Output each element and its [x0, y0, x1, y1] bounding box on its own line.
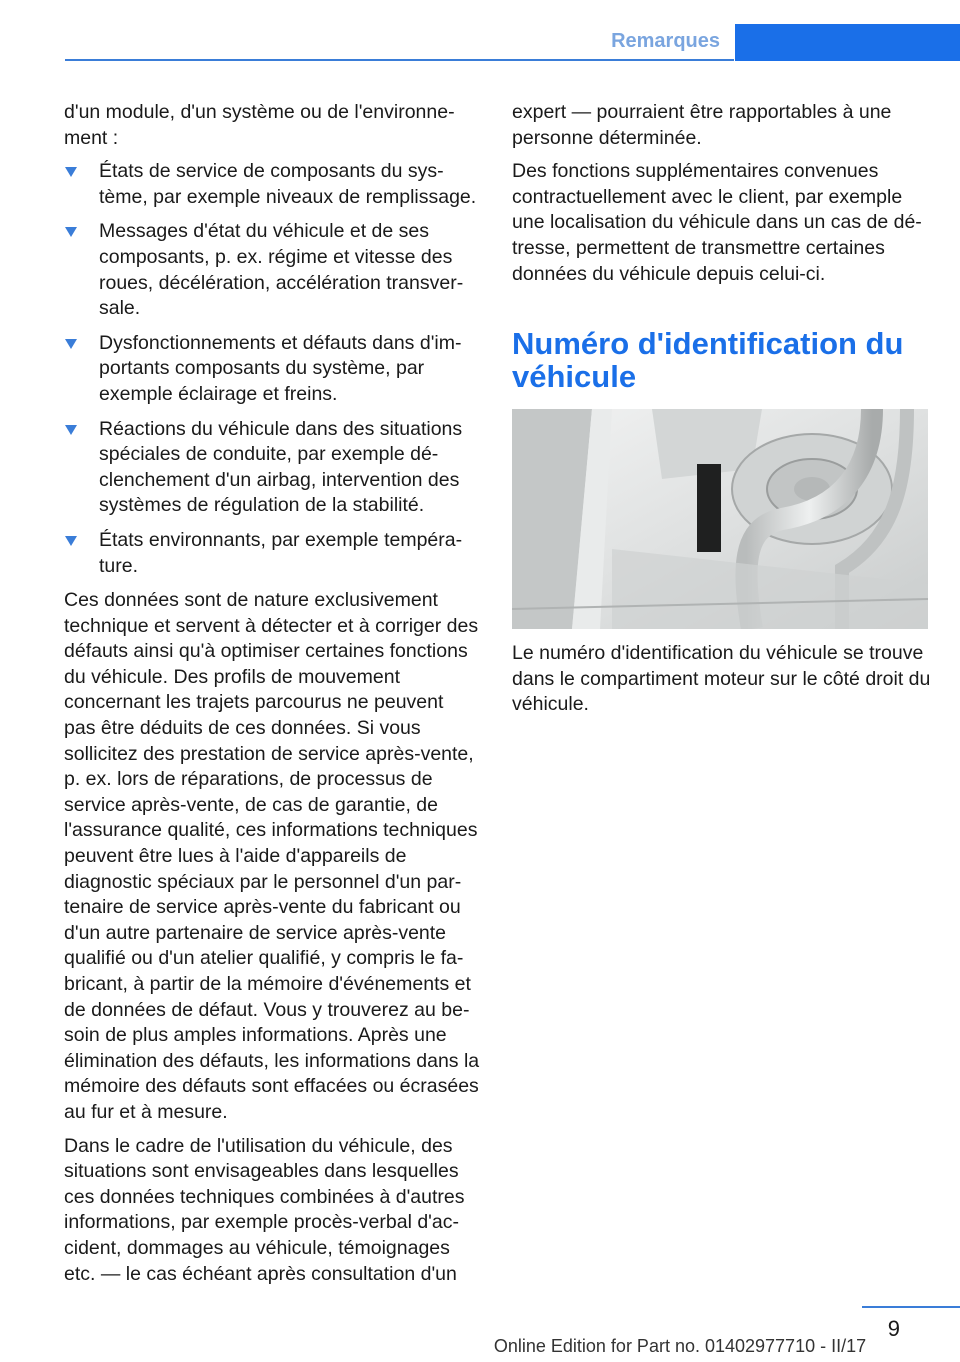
right-column: [512, 100, 932, 726]
body-paragraph: Des fonctions supplémentaires convenues contractuellement avec le client, par exemple une localisation du véhicule dans un cas de détresse, permettent de transmettre certaines données du véhicule depuis celui-ci.: [512, 160, 922, 285]
header-rule: [65, 59, 734, 61]
engine-compartment-illustration: [512, 409, 928, 629]
triangle-bullet-icon: [65, 536, 77, 546]
list-item-text: États environnants, par exemple température.: [99, 528, 463, 577]
left-column: [64, 100, 480, 1295]
section-heading: Numéro d'identification du véhicule: [512, 326, 904, 395]
bullet-list: [64, 159, 480, 579]
list-item: [64, 219, 480, 321]
header-accent-block: [735, 24, 960, 61]
body-paragraph: Dans le cadre de l'utilisation du véhicule, des situations sont envisageables dans lesquelles ces données techniques combinées à d'autres informations, par exemple procès-verbal d'accident, dommages au véhicule, témoignages etc. — le cas échéant après consultation d'un: [64, 1134, 465, 1285]
intro-text: d'un module, d'un système ou de l'environnement :: [64, 101, 455, 149]
list-item-text: Réactions du véhicule dans des situations spéciales de conduite, par exemple déclenchement d'un airbag, intervention des systèmes de régulation de la stabilité.: [99, 417, 463, 517]
triangle-bullet-icon: [65, 339, 77, 349]
triangle-bullet-icon: [65, 227, 77, 237]
triangle-bullet-icon: [65, 167, 77, 177]
running-header-title: Remarques: [611, 30, 720, 52]
page-number: 9: [887, 1316, 900, 1341]
list-item-text: Dysfonctionnements et défauts dans d'importants composants du système, par exemple éclairage et freins.: [99, 331, 462, 405]
footer-rule: [862, 1306, 960, 1308]
list-item-text: États de service de composants du système, par exemple niveaux de remplissage.: [99, 160, 477, 208]
body-paragraph: expert — pourraient être rapportables à une personne déterminée.: [512, 101, 892, 149]
engine-compartment-figure: [512, 409, 928, 629]
figure-caption: Le numéro d'identification du véhicule se trouve dans le compartiment moteur sur le côté droit du véhicule.: [512, 642, 931, 716]
vin-label-plate: [697, 464, 721, 552]
list-item: [64, 159, 480, 210]
list-item: [64, 331, 480, 408]
body-paragraph: Ces données sont de nature exclusivement technique et servent à détecter et à corriger des défauts ainsi qu'à optimiser certaines fonctions du véhicule. Des profils de mouvement concernant les trajets parcourus ne peuvent pas être déduits de ces données. Si vous sollicitez des prestation de service après-vente, p. ex. lors de réparations, de processus de service après-vente, de cas de garantie, de l'assurance qualité, ces informations techniques peuvent être lues à l'aide d'appareils de diagnostic spéciaux par le personnel d'un partenaire de service après-vente du fabricant ou d'un autre partenaire de service après-vente qualifié ou d'un atelier qualifié, y compris le fabricant, à partir de la mémoire d'événements et de données de défaut. Vous y trouverez au besoin de plus amples informations. Après une élimination des défauts, les informations dans la mémoire des défauts sont effacées ou écrasées au fur et à mesure.: [64, 589, 480, 1123]
edition-footer: Online Edition for Part no. 01402977710 - II/17: [493, 1336, 867, 1356]
list-item-text: Messages d'état du véhicule et de ses composants, p. ex. régime et vitesse des roues, décélération, accélération transversale.: [99, 220, 464, 320]
list-item: [64, 417, 480, 519]
list-item: [64, 528, 480, 579]
triangle-bullet-icon: [65, 425, 77, 435]
